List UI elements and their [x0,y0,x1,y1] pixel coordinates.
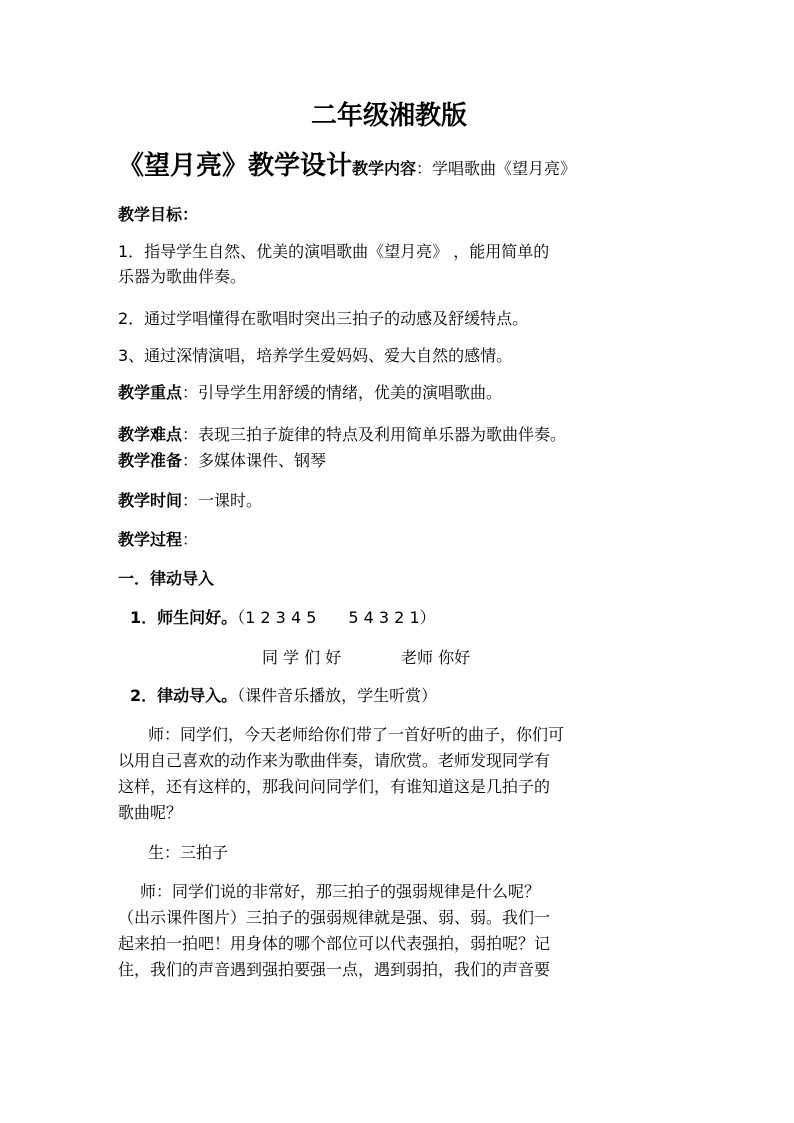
key-point-value: ：引导学生用舒缓的情绪，优美的演唱歌曲。 [182,383,503,402]
paragraph-1-line-2: 以用自己喜欢的动作来为歌曲伴奏，请欣赏。老师发现同学有 [118,751,551,770]
step-1-row [130,608,436,628]
doc-title: 二年级湘教版 [311,101,468,131]
paragraph-2: 生：三拍子 [148,843,229,862]
process-row [118,530,198,550]
paragraph-1-line-1: 师：同学们，今天老师给你们带了一首好听的曲子，你们可 [148,725,565,744]
doc-subtitle: 《望月亮》教学设计 [118,151,353,181]
goal-2: 2．通过学唱懂得在歌唱时突出三拍子的动感及舒缓特点。 [118,309,529,328]
paragraph-1-line-4: 歌曲呢？ [118,803,183,822]
content-label: 教学内容 [352,159,417,178]
difficulty-label: 教学难点 [118,425,183,444]
content-value: ：学唱歌曲《望月亮》 [416,159,577,178]
paragraph-3-line-2: （出示课件图片）三拍子的强弱规律就是强、弱、弱。我们一 [118,908,551,927]
process-colon: ： [182,530,199,549]
step-1-words-b: 老师 你好 [401,648,471,667]
goal-1-line-1: 1．指导学生自然、优美的演唱歌曲《望月亮》 ，能用简单的 [118,242,550,261]
time-label: 教学时间 [118,491,183,510]
difficulty-value: ：表现三拍子旋律的特点及利用简单乐器为歌曲伴奏。 [182,425,567,444]
section-1-heading: 一．律动导入 [118,569,215,588]
process-label: 教学过程 [118,530,183,549]
goal-3: 3、通过深情演唱，培养学生爱妈妈、爱大自然的感情。 [118,346,513,365]
time-row [118,491,262,511]
step-2-row [130,686,437,706]
paragraph-3-line-1: 师：同学们说的非常好，那三拍子的强弱规律是什么呢？ [140,882,541,901]
step-1-notes: （1 2 3 4 5 5 4 3 2 1） [237,608,436,627]
key-point-row [118,383,502,403]
paragraph-3-line-4: 住，我们的声音遇到强拍要强一点，遇到弱拍，我们的声音要 [118,960,551,979]
prep-value: ：多媒体课件、钢琴 [182,451,327,470]
prep-row [118,451,326,471]
time-value: ：一课时。 [182,491,263,510]
step-2-value: （课件音乐播放，学生听赏） [237,686,438,705]
paragraph-1-line-3: 这样，还有这样的，那我问问同学们，有谁知道这是几拍子的 [118,777,551,796]
paragraph-3-line-3: 起来拍一拍吧！用身体的哪个部位可以代表强拍，弱拍呢？记 [118,934,551,953]
step-2-label: 2．律动导入。 [130,686,238,705]
step-1-label: 1．师生问好。 [130,608,238,627]
subtitle-row [118,150,576,185]
prep-label: 教学准备 [118,451,183,470]
goal-1-line-2: 乐器为歌曲伴奏。 [118,267,247,286]
key-point-label: 教学重点 [118,383,183,402]
goals-heading: 教学目标： [118,205,199,224]
step-1-words-a: 同 学 们 好 [262,648,342,667]
difficulty-row [118,425,566,445]
